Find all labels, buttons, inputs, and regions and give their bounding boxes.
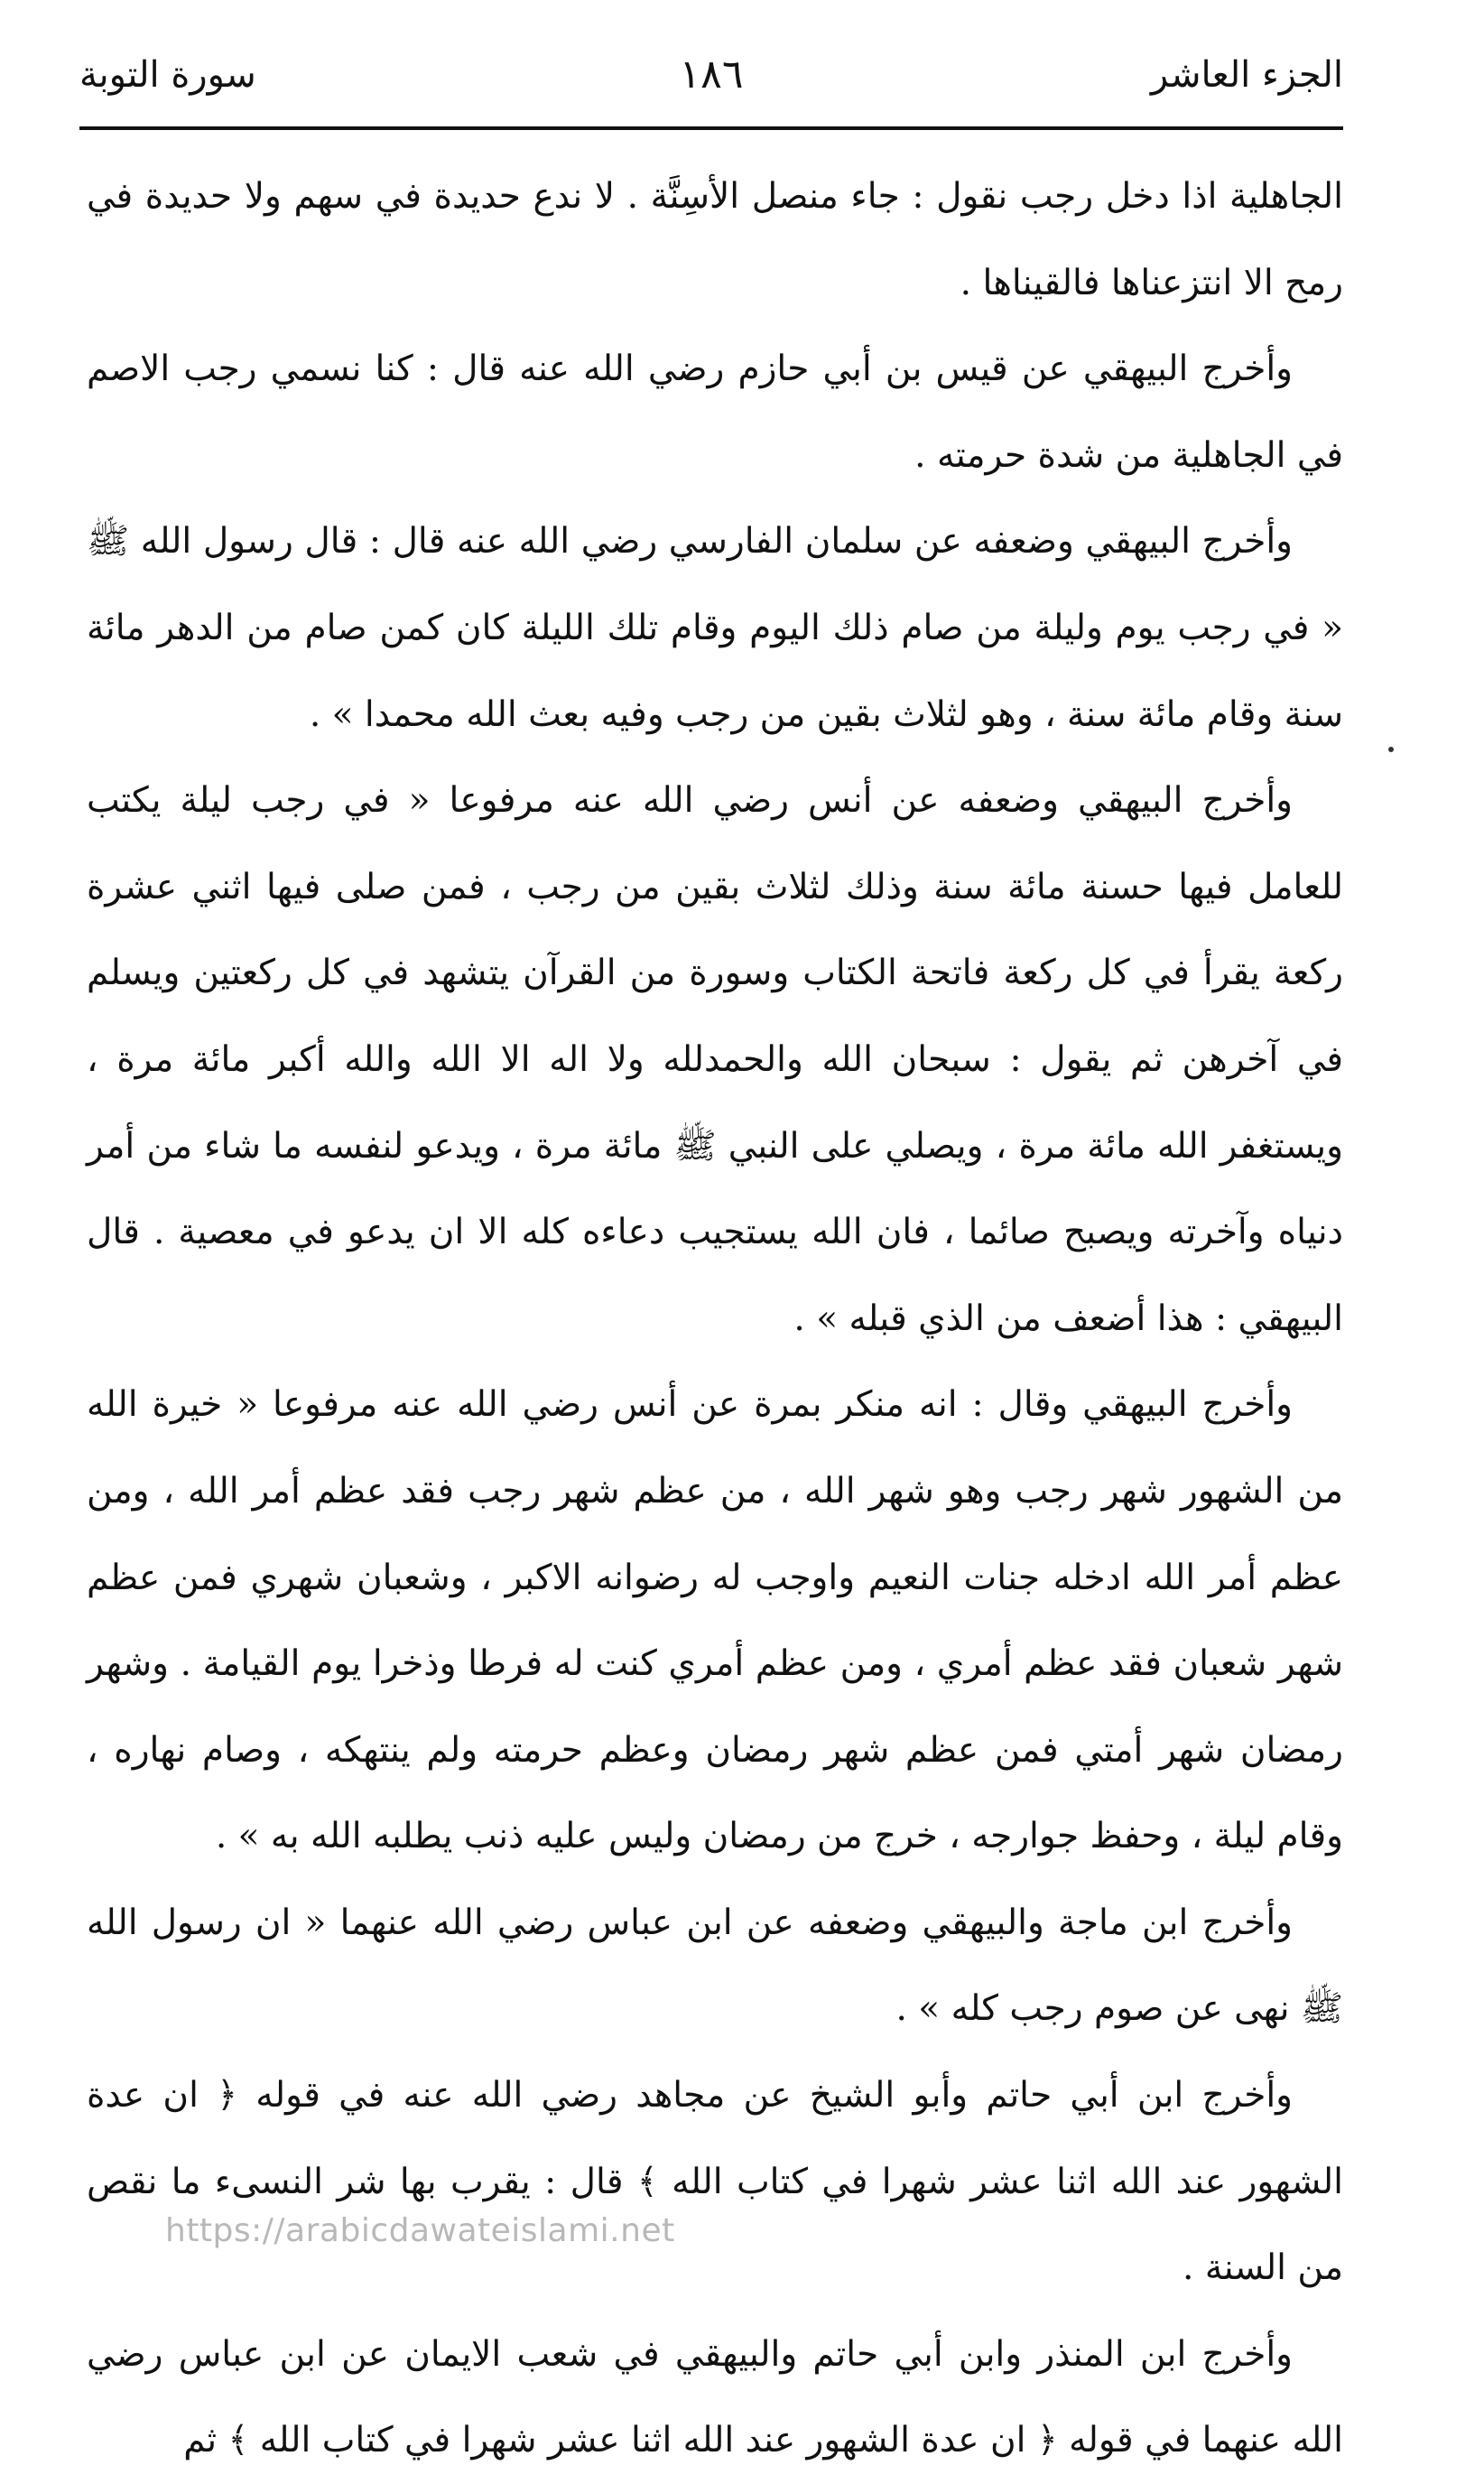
- scan-speck: [1388, 747, 1394, 752]
- paragraph-6: وأخرج ابن ماجة والبيهقي وضعفه عن ابن عباس رضي الله عنهما « ان رسول الله ﷺ نهى عن صوم رجب كله » .: [87, 1902, 1343, 2030]
- page-body: [87, 154, 1343, 2484]
- page-header: [79, 43, 1343, 107]
- watermark-url: https://arabicdawateislami.net: [165, 2212, 675, 2249]
- paragraph-1: الجاهلية اذا دخل رجب نقول : جاء منصل الأسِنَّة . لا ندع حديدة في سهم ولا حديدة في رمح الا انتزعناها فالقيناها .: [87, 176, 1343, 303]
- paragraph-8: وأخرج ابن المنذر وابن أبي حاتم والبيهقي في شعب الايمان عن ابن عباس رضي الله عنهما في قوله ﴿ ان عدة الشهور عند الله اثنا عشر شهرا في كتاب الله ﴾ ثم: [87, 2333, 1343, 2461]
- surah-title: سورة التوبة: [79, 54, 256, 96]
- part-title: الجزء العاشر: [1150, 54, 1343, 96]
- paragraph-7: وأخرج ابن أبي حاتم وأبو الشيخ عن مجاهد رضي الله عنه في قوله ﴿ ان عدة الشهور عند الله اثنا عشر شهرا في كتاب الله ﴾ قال : يقرب بها شر النسىء ما نقص من السنة .: [87, 2075, 1343, 2289]
- header-rule: [79, 126, 1343, 130]
- paragraph-2: وأخرج البيهقي عن قيس بن أبي حازم رضي الله عنه قال : كنا نسمي رجب الاصم في الجاهلية من شدة حرمته .: [87, 349, 1343, 476]
- paragraph-4: وأخرج البيهقي وضعفه عن أنس رضي الله عنه مرفوعا « في رجب ليلة يكتب للعامل فيها حسنة مائة سنة وذلك لثلاث بقين من رجب ، فمن صلى فيها اثني عشرة ركعة يقرأ في كل ركعة فاتحة الكتاب وسورة من القرآن يتشهد في كل ركعتين ويسلم في آخرهن ثم يقول : سبحان الله والحمدلله ولا اله الا الله والله أكبر مائة مرة ، ويستغفر الله مائة مرة ، ويصلي على النبي ﷺ مائة مرة ، ويدعو لنفسه ما شاء من أمر دنياه وآخرته ويصبح صائما ، فان الله يستجيب دعاءه كله الا ان يدعو في معصية . قال البيهقي : هذا أضعف من الذي قبله » .: [87, 780, 1343, 1339]
- paragraph-5: وأخرج البيهقي وقال : انه منكر بمرة عن أنس رضي الله عنه مرفوعا « خيرة الله من الشهور شهر رجب وهو شهر الله ، من عظم شهر رجب فقد عظم أمر الله ، ومن عظم أمر الله ادخله جنات النعيم واوجب له رضوانه الاكبر ، وشعبان شهري فمن عظم شهر شعبان فقد عظم أمري ، ومن عظم أمري كنت له فرطا وذخرا يوم القيامة . وشهر رمضان شهر أمتي فمن عظم شهر رمضان وعظم حرمته ولم ينتهكه ، وصام نهاره ، وقام ليلة ، وحفظ جوارجه ، خرج من رمضان وليس عليه ذنب يطلبه الله به » .: [87, 1384, 1343, 1857]
- page-number: ١٨٦: [679, 51, 744, 98]
- paragraph-3: وأخرج البيهقي وضعفه عن سلمان الفارسي رضي الله عنه قال : قال رسول الله ﷺ « في رجب يوم وليلة من صام ذلك اليوم وقام تلك الليلة كان كمن صام من الدهر مائة سنة وقام مائة سنة ، وهو لثلاث بقين من رجب وفيه بعث الله محمدا » .: [87, 521, 1343, 735]
